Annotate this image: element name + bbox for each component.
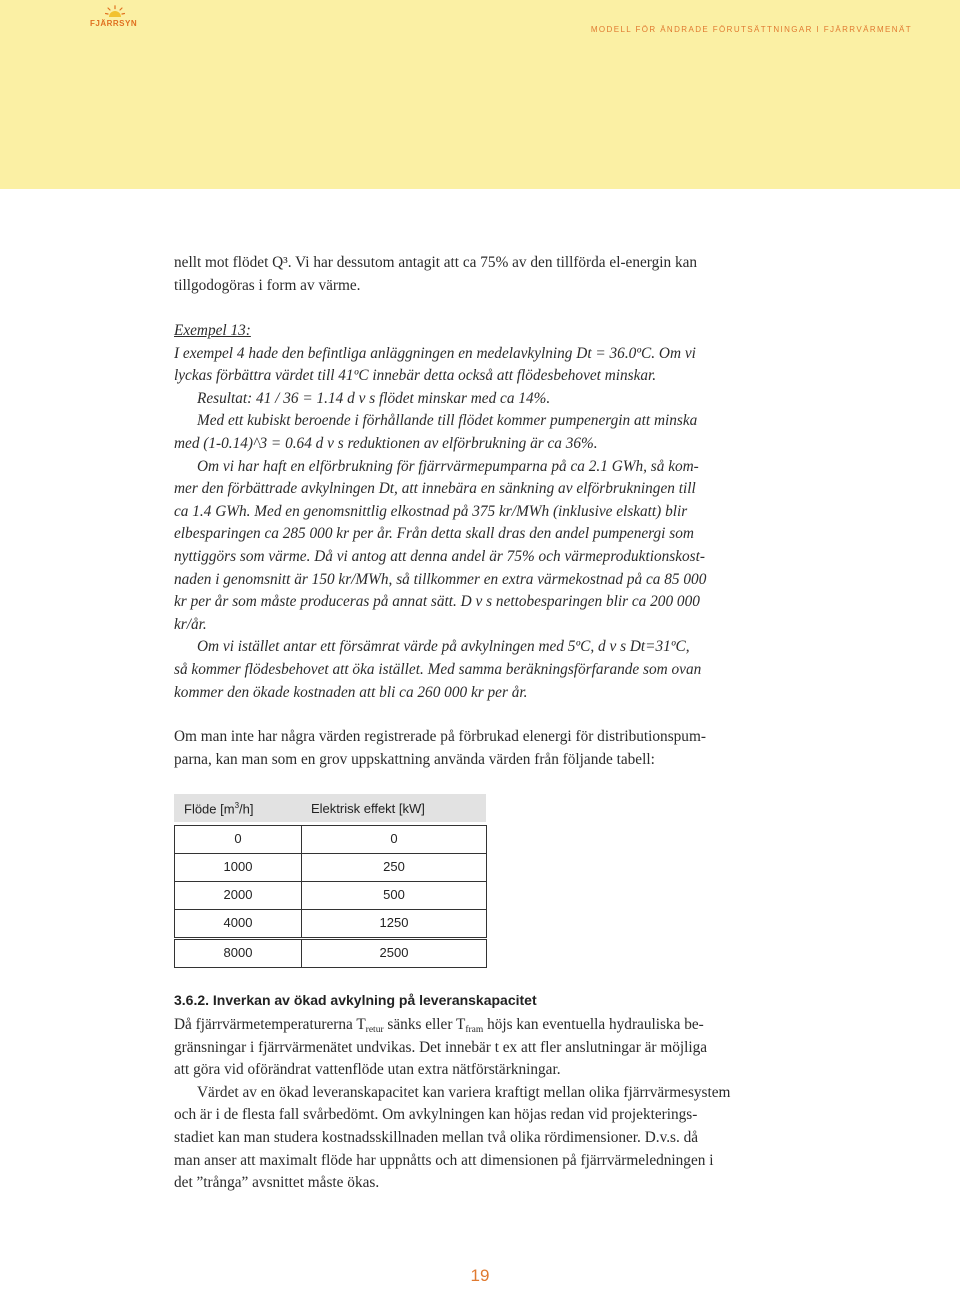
example-13 [174,320,794,704]
paragraph-line: parna, kan man som en grov uppskattning använda värden från följande tabell: [174,750,655,768]
example-line: ca 1.4 GWh. Med en genomsnittlig elkostnad på 375 kr/MWh (inklusive elskatt) blir [174,502,688,520]
intro-paragraph [174,252,794,297]
header-band [0,0,960,189]
example-line: kommer den ökade kostnaden att bli ca 260 000 kr per år. [174,683,528,701]
example-line: Med ett kubiskt beroende i förhållande till flödet kommer pumpenergin att minska [197,412,698,430]
example-line: mer den förbättrade avkylningen Dt, att innebära en sänkning av elförbrukningen till [174,480,696,498]
example-line: lyckas förbättra värdet till 41ºC innebär detta också att flödesbehovet minskar. [174,367,657,385]
table-cell-flow: 2000 [174,881,302,910]
fjarrsyn-logo [88,5,142,29]
example-line: så kommer flödesbehovet att öka istället. Med samma beräkningsförfarande som ovan [174,660,702,678]
example-heading: Exempel 13: [174,322,251,339]
column-header-flow: Flöde $[m^3/h]$ [184,801,254,817]
section-paragraphs [174,1014,794,1195]
sun-icon [105,5,125,17]
paragraph-line: gränsningar i fjärrvärmenätet undvikas. Det innebär t ex att fler anslutningar är möjliga [174,1038,708,1056]
example-line: Om vi har haft en elförbrukning för fjärrvärmepumparna på ca 2.1 GWh, så kom- [197,457,699,475]
example-line: med (1-0.14)^3 = 0.64 d v s reduktionen av elförbrukning är ca 36%. [174,434,598,452]
paragraph-line: man anser att maximalt flöde har uppnåtts och att dimensionen på fjärrvärmeledningen i [174,1151,714,1169]
section-heading: 3.6.2. Inverkan av ökad avkylning på leveranskapacitet [174,992,537,1008]
paragraph-line: Om man inte har några värden registrerade på förbrukad elenergi för distributionspum- [174,728,706,745]
example-line: nyttiggörs som värme. Då vi antog att denna andel är 75% och värmeproduktionskost- [174,547,705,565]
table-cell-power: 1250 [301,909,487,938]
table-cell-flow: 4000 [174,909,302,938]
table-intro-paragraph [174,726,794,771]
table-cell-power: 0 [301,825,487,854]
running-title: MODELL FÖR ÄNDRADE FÖRUTSÄTTNINGAR I FJÄRRVÄRMENÄT [590,25,912,34]
paragraph-line: det ”trånga” avsnittet måste ökas. [174,1174,380,1192]
example-line: elbesparingen ca 285 000 kr per år. Från detta skall dras den andel pumpenergi som [174,525,694,543]
example-line: Resultat: 41 / 36 = 1.14 d v s flödet minskar med ca 14%. [197,389,551,407]
example-line: Om vi istället antar ett försämrat värde på avkylningen med 5ºC, d v s Dt=31ºC, [197,638,690,656]
paragraph-line: Värdet av en ökad leveranskapacitet kan variera kraftigt mellan olika fjärrvärmesystem [197,1083,731,1101]
intro-line: nellt mot flödet Q³. Vi har dessutom antagit att ca 75% av den tillförda el-energin kan [174,254,698,271]
table-cell-flow: 0 [174,825,302,854]
table-cell-flow: 8000 [174,939,302,968]
paragraph-line: Då fjärrvärmetemperaturerna $T_{retur}$ sänks eller $T_{fram}$ höjs kan eventuella hydrauliska be- [174,1016,704,1035]
table-cell-power: 250 [301,853,487,882]
paragraph-line: att göra vid oförändrat vattenflöde utan extra nätförstärkningar. [174,1061,561,1079]
paragraph-line: och är i de flesta fall svårbedömt. Om avkylningen kan höjas redan vid projekterings- [174,1106,698,1124]
example-line: I exempel 4 hade den befintliga anläggningen en medelavkylning Dt = 36.0ºC. Om vi [174,344,696,362]
table-cell-flow: 1000 [174,853,302,882]
column-header-power: Elektrisk effekt [kW] [311,801,425,816]
paragraph-line: stadiet kan man studera kostnadsskillnaden mellan två olika rördimensioner. D.v.s. då [174,1128,699,1146]
table-cell-power: 500 [301,881,487,910]
page-number: 19 [470,1266,490,1285]
example-line: kr per år som måste produceras på annat sätt. D v s nettobesparingen blir ca 200 000 [174,593,700,611]
brand-name: FJÄRRSYN [90,19,138,28]
intro-line: tillgodogöras i form av värme. [174,276,361,294]
example-line: naden i genomsnitt är 150 kr/MWh, så tillkommer en extra värmekostnad på ca 85 000 [174,570,707,588]
table-cell-power: 2500 [301,939,487,968]
example-line: kr/år. [174,615,207,633]
table-header [174,794,486,822]
